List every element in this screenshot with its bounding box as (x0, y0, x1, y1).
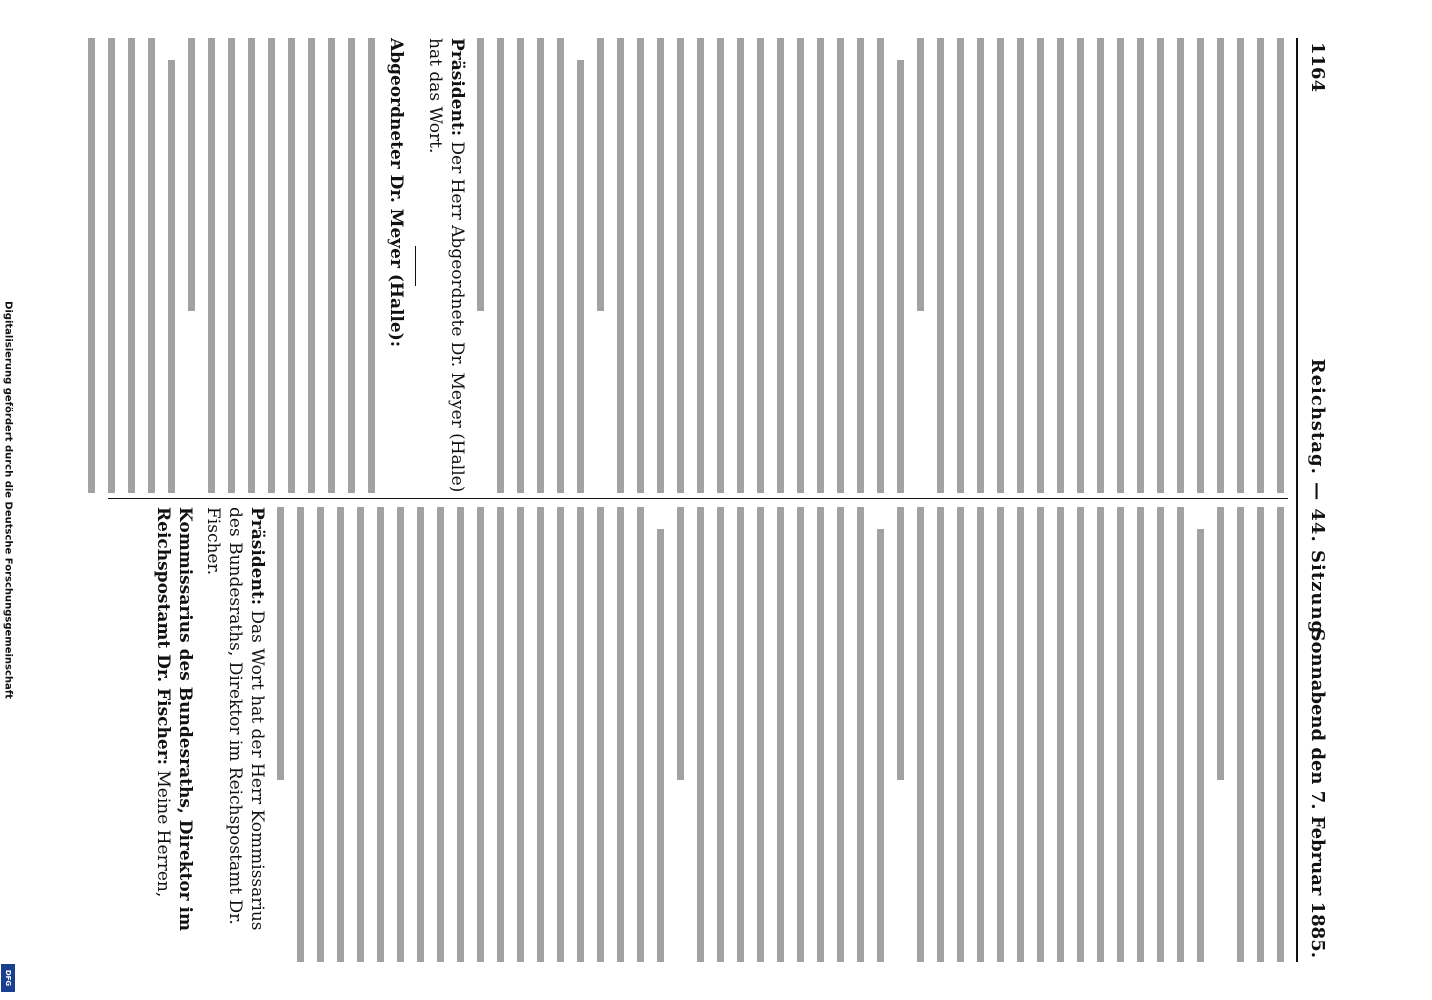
president-text: Der Herr Abgeordnete Dr. Meyer (Halle) hat das Wort. (425, 38, 467, 493)
caption-text: Digitalisierung gefördert durch die Deutsche Forschungsgemeinschaft (2, 301, 14, 699)
page-number: 1164 (1307, 42, 1328, 93)
speaker-name: Kommissarius des Bundesraths, Direktor im Reichspostamt Dr. Fischer: (153, 507, 195, 932)
left-column (88, 38, 1288, 493)
text-block (474, 38, 588, 493)
speaker-commissioner (152, 507, 196, 962)
speaker-president (424, 38, 468, 493)
text-block (894, 507, 1208, 962)
right-column (88, 507, 1288, 962)
text-block (594, 38, 908, 493)
text-block (88, 38, 179, 493)
text-block (1214, 507, 1288, 962)
text-block (914, 38, 1288, 493)
page-header-date: Sonnabend den 7. Februar 1885. (1307, 628, 1328, 958)
president-text: Das Wort hat der Herr Kommissarius des Bundesraths, Direktor im Reichspostamt Dr. Fischer. (203, 507, 267, 931)
dfg-logo (1, 964, 15, 992)
text-block (674, 507, 888, 962)
speaker-president (202, 507, 268, 962)
side-caption (0, 0, 16, 1000)
speaker-meyer (385, 38, 407, 493)
president-role: Präsident: (447, 38, 467, 136)
speech-opening: Meine Herren, (153, 770, 173, 898)
text-block (185, 38, 379, 493)
separator (415, 246, 416, 286)
document-page (66, 20, 1366, 980)
page-header-title: Reichstag. — 44. Sitzung. (1307, 358, 1328, 642)
column-divider (108, 498, 1288, 499)
text-block (274, 507, 668, 962)
header-rule (1296, 38, 1298, 962)
president-role: Präsident: (247, 507, 267, 605)
speaker-name: Abgeordneter Dr. Meyer (Halle): (386, 38, 406, 348)
logo-text: DFG (4, 969, 12, 987)
